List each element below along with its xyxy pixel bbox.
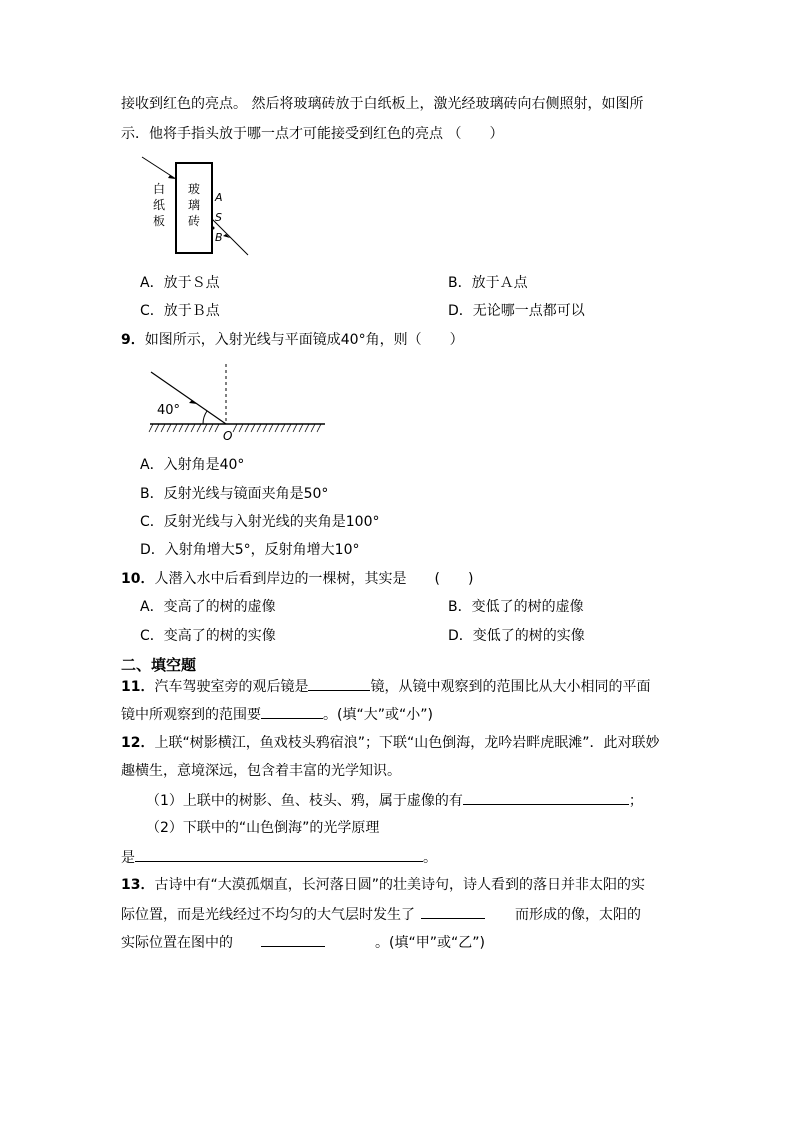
q12-sub-2-start: 是 (121, 850, 135, 866)
q11-number: 11． (121, 679, 155, 695)
q12-line-1 (121, 733, 660, 753)
angle-label: 40° (157, 403, 181, 418)
q12-blank-1[interactable] (463, 790, 629, 805)
q10-stem (121, 569, 473, 589)
q12-line-2: 趣横生，意境深远，包含着丰富的光学知识。 (121, 763, 401, 779)
q10-option-d[interactable]: D．变低了的树的实像 (448, 628, 585, 644)
glass-label-2: 璃 (188, 198, 201, 212)
q9-option-a[interactable]: A．入射角是40° (140, 457, 245, 473)
point-s-dot (212, 227, 215, 230)
paper-label-3: 板 (153, 214, 166, 228)
section-fill-blank-heading: 二、填空题 (121, 656, 197, 674)
q8-option-b[interactable]: B．放于Ａ点 (448, 275, 528, 291)
q13-line-1 (121, 875, 645, 895)
q8-text-line-2: 示．他将手指头放于哪一点才可能接受到红色的亮点 （ ） (121, 126, 504, 142)
q13-blank-2[interactable] (261, 932, 325, 947)
mirror-hatching (149, 424, 321, 432)
q12-number: 12． (121, 735, 155, 751)
q12-sub-1 (146, 790, 643, 811)
q12-line-1-text: 上联“树影横江，鱼戏枝头鸦宿浪”；下联“山色倒海，龙吟岩畔虎眠滩”．此对联妙 (154, 735, 660, 751)
point-s-label: S (215, 211, 222, 224)
point-a-label: A (215, 191, 223, 204)
q9-number: 9． (121, 332, 145, 348)
q8-option-d[interactable]: D．无论哪一点都可以 (448, 303, 585, 319)
incidence-point-label: O (223, 429, 233, 442)
paper-label-2: 纸 (153, 198, 166, 212)
q12-blank-2[interactable] (135, 847, 423, 862)
q11-line-2 (121, 704, 433, 725)
q10-number: 10． (121, 571, 155, 587)
point-b-label: B (215, 231, 223, 244)
q12-sub-2: （2）下联中的“山色倒海”的光学原理 (146, 820, 380, 836)
q9-option-d[interactable]: D．入射角增大5°，反射角增大10° (140, 542, 360, 558)
q13-line-3a: 实际位置在图中的 (121, 935, 233, 951)
q11-part4: 。(填“大”或“小”) (323, 707, 433, 723)
q8-glass-brick-figure (140, 155, 255, 260)
q11-part1: 汽车驾驶室旁的观后镜是 (154, 679, 309, 695)
q11-part2: 镜，从镜中观察到的范围比从大小相同的平面 (370, 679, 651, 695)
q10-text: 人潜入水中后看到岸边的一棵树，其实是 ( ) (154, 571, 474, 587)
q11-blank-2[interactable] (261, 704, 323, 719)
q9-stem (121, 330, 464, 350)
q9-text: 如图所示，入射光线与平面镜成40°角，则（ ） (144, 332, 464, 348)
q11-part3: 镜中所观察到的范围要 (121, 707, 261, 723)
q13-number: 13． (121, 877, 155, 893)
q12-sub-2-answer (121, 847, 437, 868)
q9-option-c[interactable]: C．反射光线与入射光线的夹角是100° (140, 514, 380, 530)
q12-sub-1-text: （1）上联中的树影、鱼、枝头、鸦，属于虚像的有 (146, 793, 463, 809)
q9-plane-mirror-figure (145, 362, 330, 442)
q11-line-1 (121, 676, 650, 697)
q13-line-2a: 际位置，而是光线经过不均匀的大气层时发生了 (121, 907, 415, 923)
q8-option-a[interactable]: A．放于Ｓ点 (140, 275, 220, 291)
q9-option-b[interactable]: B．反射光线与镜面夹角是50° (140, 486, 329, 502)
q10-option-b[interactable]: B．变低了的树的虚像 (448, 599, 584, 615)
q12-sub-1-end: ； (628, 793, 643, 809)
q8-option-c[interactable]: C．放于Ｂ点 (140, 303, 220, 319)
q10-option-c[interactable]: C．变高了的树的实像 (140, 628, 276, 644)
q13-blank-1[interactable] (421, 904, 485, 919)
q13-line-3b: 。(填“甲”或“乙”) (375, 935, 485, 951)
incident-laser-ray (142, 157, 176, 179)
glass-label-1: 玻 (188, 182, 201, 196)
angle-arc (203, 411, 207, 424)
q12-sub-2-end: 。 (423, 850, 437, 866)
q13-line-3 (121, 932, 485, 953)
q13-line-2b: 而形成的像，太阳的 (515, 907, 641, 923)
q13-line-1-text: 古诗中有“大漠孤烟直，长河落日圆”的壮美诗句，诗人看到的落日并非太阳的实 (154, 877, 645, 893)
q8-text-line-1: 接收到红色的亮点。 然后将玻璃砖放于白纸板上，激光经玻璃砖向右侧照射，如图所 (121, 96, 644, 112)
paper-label-1: 白 (153, 182, 166, 196)
q13-line-2 (121, 904, 641, 925)
glass-label-3: 砖 (188, 214, 201, 228)
q11-blank-1[interactable] (308, 676, 370, 691)
q10-option-a[interactable]: A．变高了的树的虚像 (140, 599, 276, 615)
